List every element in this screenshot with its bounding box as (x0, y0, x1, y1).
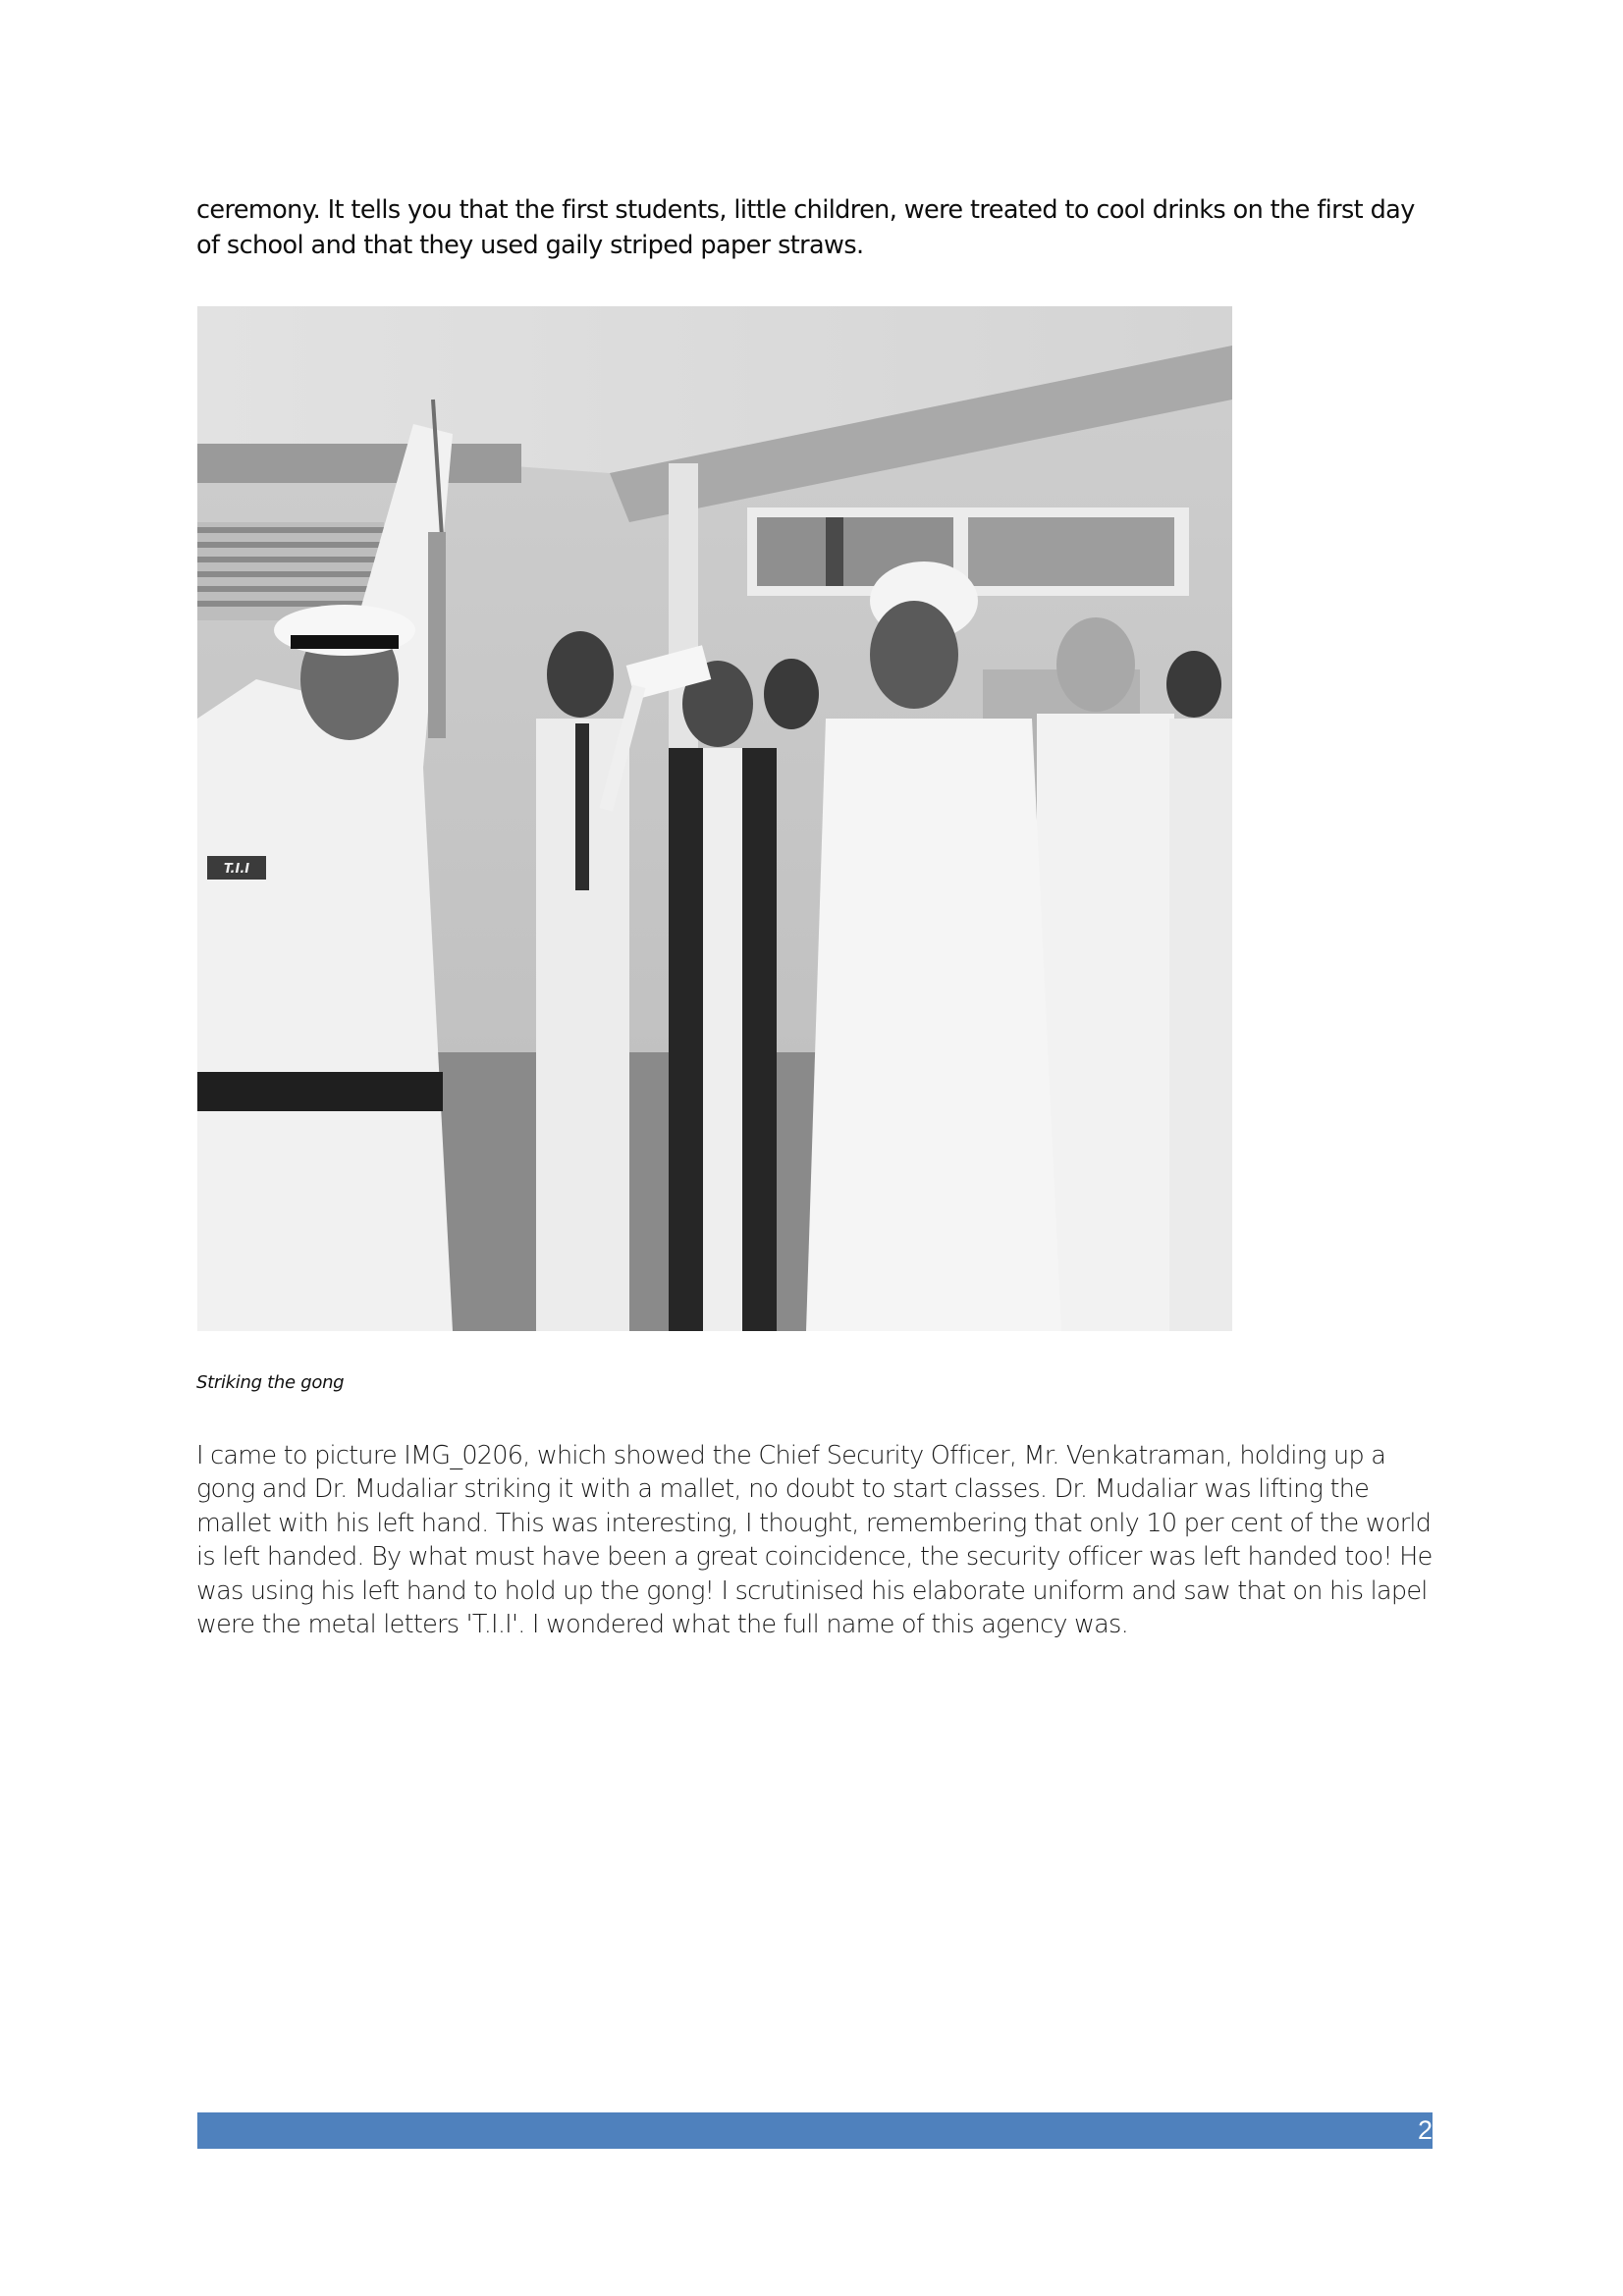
footer-bar (197, 2112, 1433, 2149)
intro-paragraph: ceremony. It tells you that the first students, little children, were treated to cool drinks on the first day of school and that they used gaily striped paper straws. (196, 195, 1415, 260)
young-man-background (764, 659, 819, 729)
body-paragraph: I came to picture IMG_0206, which showed the Chief Security Officer, Mr. Venkatraman, holding up a gong and Dr. Mudaliar striking it with a mallet, no doubt to start classes. Dr. Mudaliar was lifting the mallet with his left hand. This was interesting, I thought, remembering that only 10 per cent of the world is left handed. By what must have been a great coincidence, the security officer was left handed too! He was using his left hand to hold up the gong! I scrutinised his elaborate uniform and saw that on his lapel were the metal letters 'T.I.I'. I wondered what the full name of this agency was. (196, 1441, 1433, 1640)
lapel-badge-text: T.I.I (223, 862, 250, 877)
photo-striking-the-gong (197, 306, 1232, 1331)
page-number: 2 (1417, 2115, 1433, 2145)
person-with-glasses (669, 661, 777, 1331)
photo-caption: Striking the gong (196, 1372, 345, 1393)
young-man-right (1166, 651, 1232, 1331)
photo-illustration (197, 306, 1232, 1331)
beam-left (197, 444, 521, 483)
priest (1037, 617, 1174, 1331)
person-in-tie (536, 631, 629, 1331)
